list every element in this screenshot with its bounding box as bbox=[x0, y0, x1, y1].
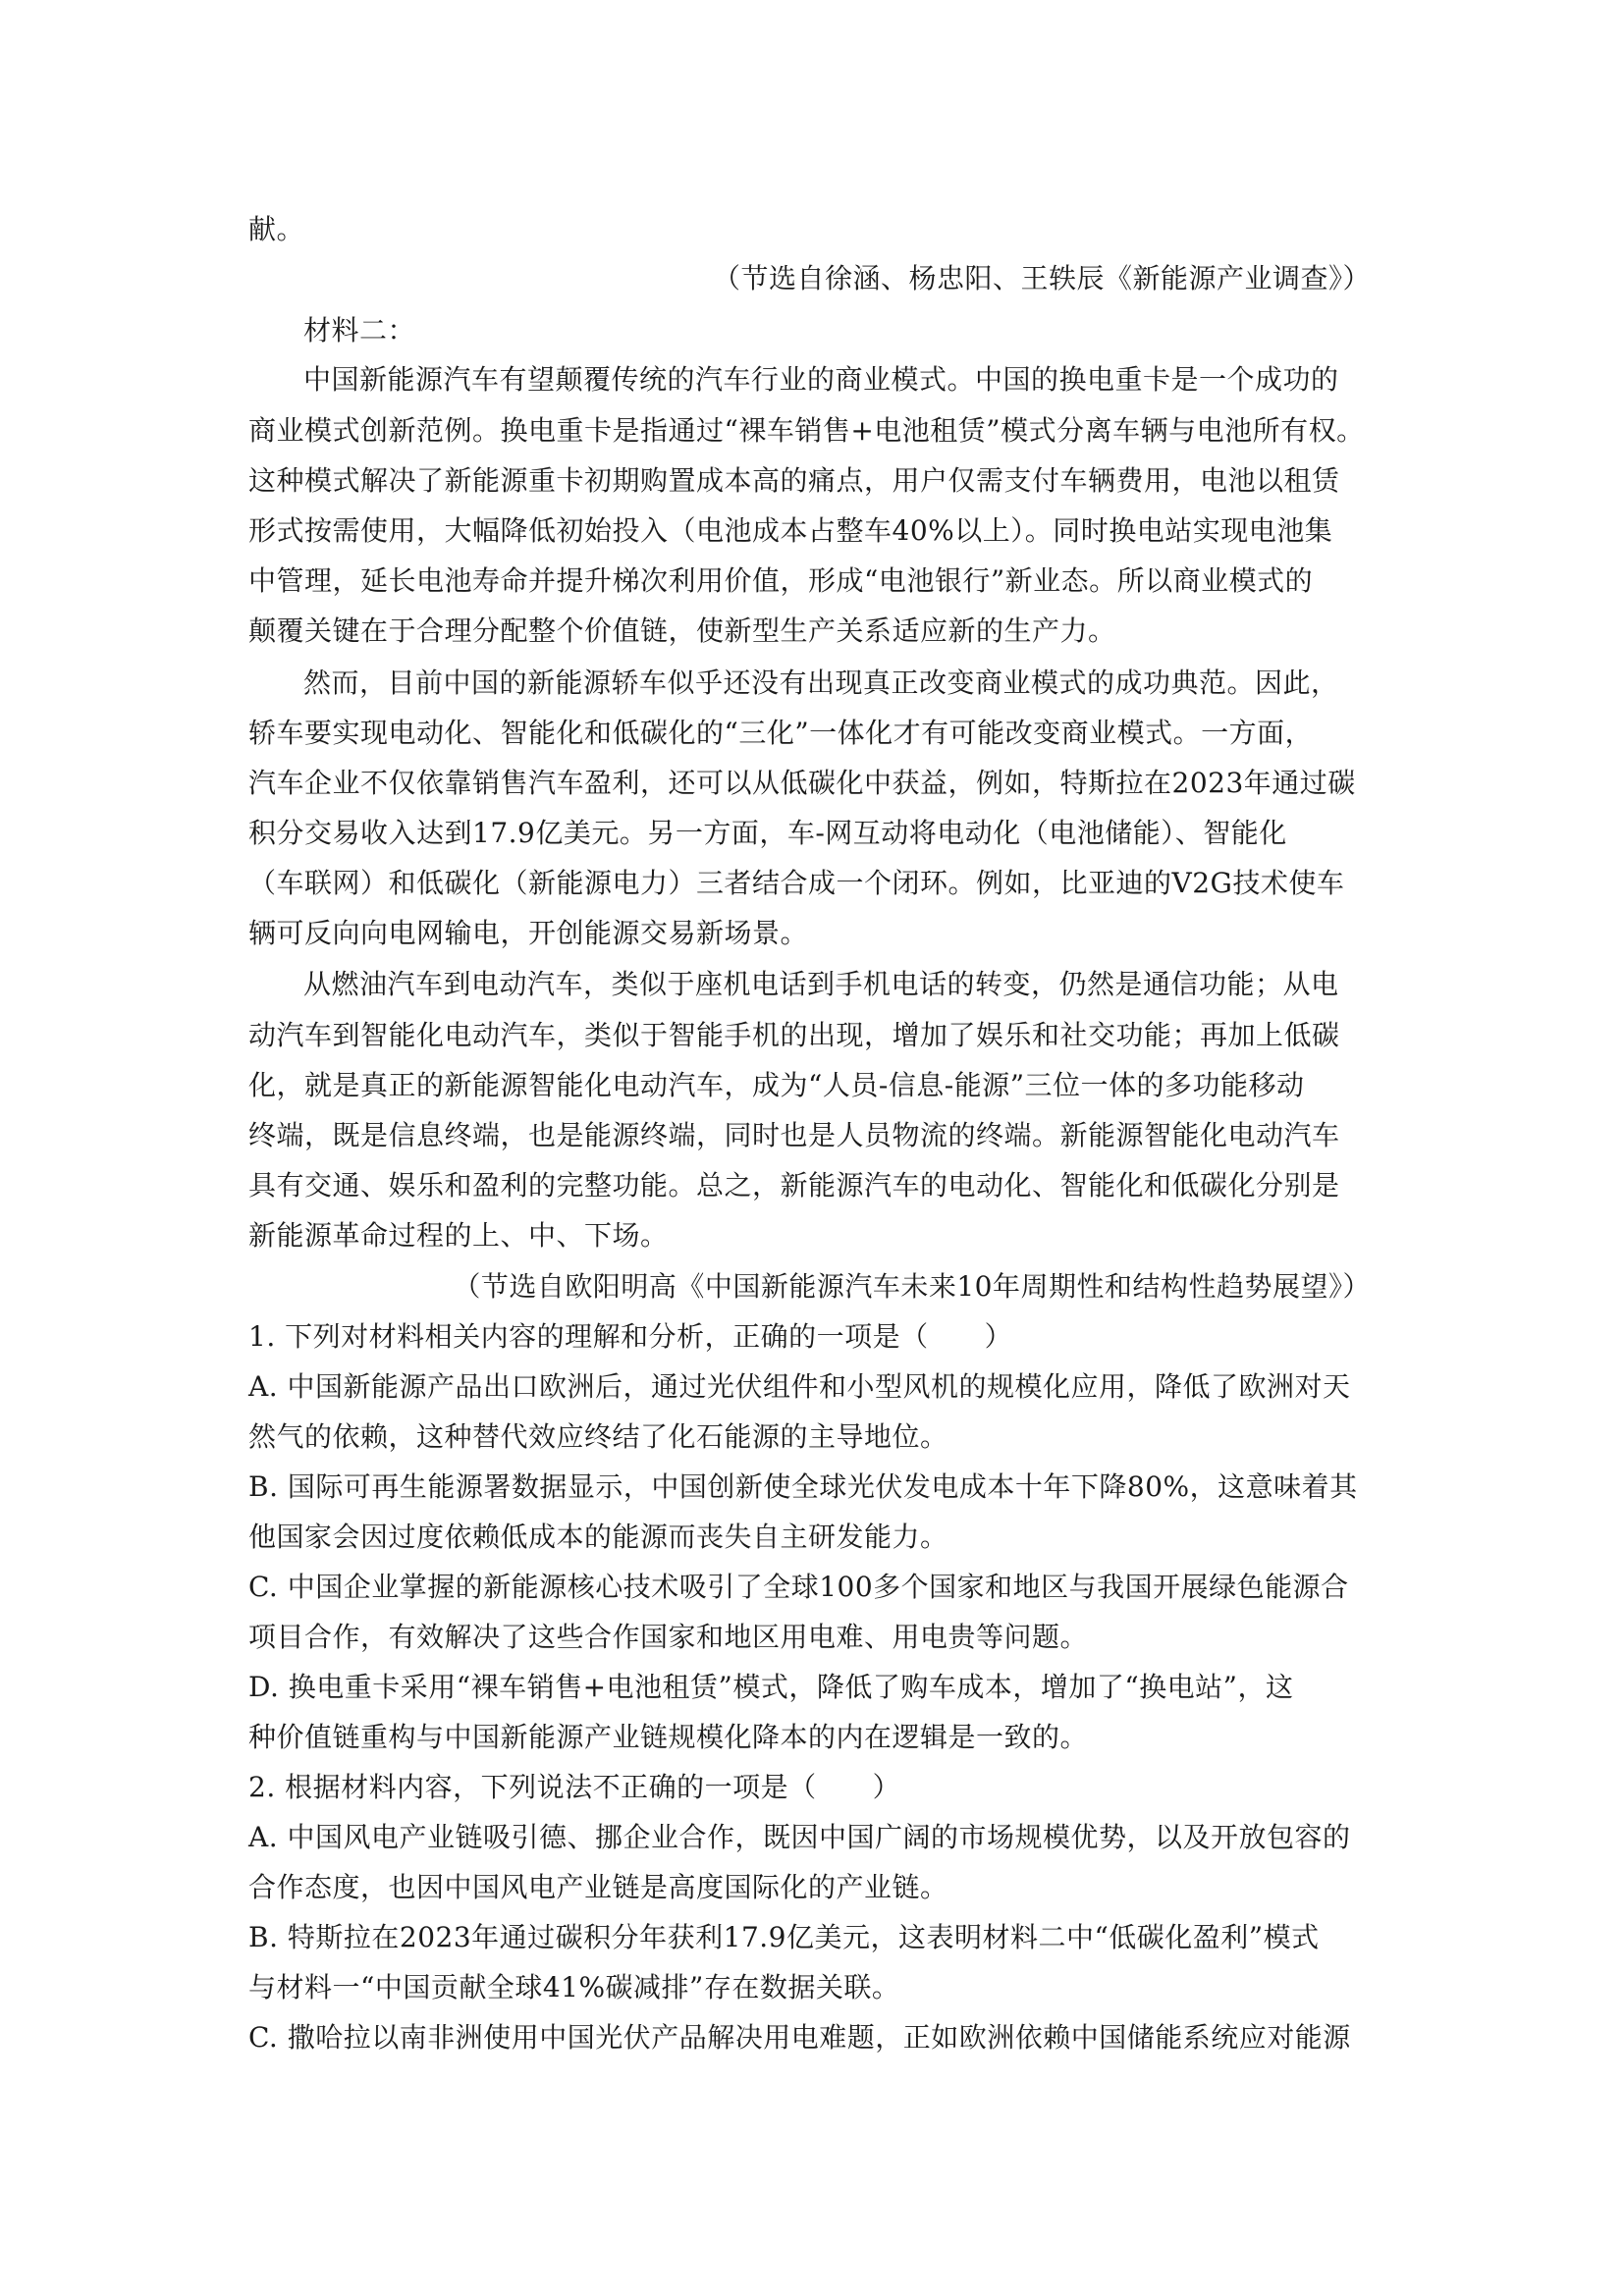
p3-line: 从燃油汽车到电动汽车，类似于座机电话到手机电话的转变，仍然是通信功能；从电 bbox=[303, 968, 1339, 1000]
p1-line: 中管理，延长电池寿命并提升梯次利用价值，形成“电池银行”新业态。所以商业模式的 bbox=[248, 564, 1314, 597]
q2-option-b: B. 特斯拉在2023年通过碳积分年获利17.9亿美元，这表明材料二中“低碳化盈利”模式 bbox=[248, 1921, 1320, 1953]
p2-line: 轿车要实现电动化、智能化和低碳化的“三化”一体化才有可能改变商业模式。一方面， bbox=[248, 717, 1314, 749]
p1-line: 形式按需使用，大幅降低初始投入（电池成本占整车40%以上）。同时换电站实现电池集 bbox=[248, 514, 1333, 547]
p2-line: 汽车企业不仅依靠销售汽车盈利，还可以从低碳化中获益，例如，特斯拉在2023年通过碳 bbox=[248, 767, 1356, 799]
p1-line: 中国新能源汽车有望颠覆传统的汽车行业的商业模式。中国的换电重卡是一个成功的 bbox=[303, 363, 1339, 396]
p3-line: 动汽车到智能化电动汽车，类似于智能手机的出现，增加了娱乐和社交功能；再加上低碳 bbox=[248, 1019, 1340, 1051]
p2-line: 积分交易收入达到17.9亿美元。另一方面，车-网互动将电动化（电池储能）、智能化 bbox=[248, 817, 1287, 849]
question-1-stem: 1. 下列对材料相关内容的理解和分析，正确的一项是（ ） bbox=[248, 1320, 1013, 1353]
p2-line: （车联网）和低碳化（新能源电力）三者结合成一个闭环。例如，比亚迪的V2G技术使车 bbox=[248, 867, 1345, 899]
q2-option-b-cont: 与材料一“中国贡献全球41%碳减排”存在数据关联。 bbox=[248, 1971, 900, 2003]
material1-tail: 献。 bbox=[248, 213, 305, 245]
p2-line: 辆可反向向电网输电，开创能源交易新场景。 bbox=[248, 917, 809, 949]
q1-option-a-cont: 然气的依赖，这种替代效应终结了化石能源的主导地位。 bbox=[248, 1420, 948, 1453]
p3-line: 新能源革命过程的上、中、下场。 bbox=[248, 1219, 669, 1252]
material1-source: （节选自徐涵、杨忠阳、王轶辰《新能源产业调查》） bbox=[712, 262, 1371, 294]
q2-option-c: C. 撒哈拉以南非洲使用中国光伏产品解决用电难题，正如欧洲依赖中国储能系统应对能源 bbox=[248, 2021, 1351, 2054]
q1-option-c: C. 中国企业掌握的新能源核心技术吸引了全球100多个国家和地区与我国开展绿色能源合 bbox=[248, 1571, 1349, 1603]
q1-option-d: D. 换电重卡采用“裸车销售+电池租赁”模式，降低了购车成本，增加了“换电站”，这 bbox=[248, 1671, 1294, 1703]
p2-line: 然而，目前中国的新能源轿车似乎还没有出现真正改变商业模式的成功典范。因此， bbox=[303, 667, 1339, 699]
p1-line: 商业模式创新范例。换电重卡是指通过“裸车销售+电池租赁”模式分离车辆与电池所有权。 bbox=[248, 414, 1365, 447]
q1-option-b-cont: 他国家会因过度依赖低成本的能源而丧失自主研发能力。 bbox=[248, 1521, 948, 1553]
q1-option-d-cont: 种价值链重构与中国新能源产业链规模化降本的内在逻辑是一致的。 bbox=[248, 1721, 1089, 1753]
q1-option-a: A. 中国新能源产品出口欧洲后，通过光伏组件和小型风机的规模化应用，降低了欧洲对天 bbox=[248, 1370, 1351, 1403]
q1-option-c-cont: 项目合作，有效解决了这些合作国家和地区用电难、用电贵等问题。 bbox=[248, 1621, 1089, 1653]
p3-line: 终端，既是信息终端，也是能源终端，同时也是人员物流的终端。新能源智能化电动汽车 bbox=[248, 1119, 1340, 1151]
material2-source: （节选自欧阳明高《中国新能源汽车未来10年周期性和结构性趋势展望》） bbox=[453, 1270, 1371, 1303]
p3-line: 化，就是真正的新能源智能化电动汽车，成为“人员-信息-能源”三位一体的多功能移动 bbox=[248, 1069, 1305, 1101]
q2-option-a-cont: 合作态度，也因中国风电产业链是高度国际化的产业链。 bbox=[248, 1871, 948, 1903]
p3-line: 具有交通、娱乐和盈利的完整功能。总之，新能源汽车的电动化、智能化和低碳化分别是 bbox=[248, 1169, 1340, 1201]
material2-heading: 材料二： bbox=[303, 314, 416, 347]
q2-option-a: A. 中国风电产业链吸引德、挪企业合作，既因中国广阔的市场规模优势，以及开放包容的 bbox=[248, 1821, 1351, 1853]
q1-option-b: B. 国际可再生能源署数据显示，中国创新使全球光伏发电成本十年下降80%，这意味着其 bbox=[248, 1470, 1358, 1503]
p1-line: 这种模式解决了新能源重卡初期购置成本高的痛点，用户仅需支付车辆费用，电池以租赁 bbox=[248, 464, 1340, 497]
p1-line: 颠覆关键在于合理分配整个价值链，使新型生产关系适应新的生产力。 bbox=[248, 614, 1116, 647]
question-2-stem: 2. 根据材料内容，下列说法不正确的一项是（ ） bbox=[248, 1771, 901, 1803]
